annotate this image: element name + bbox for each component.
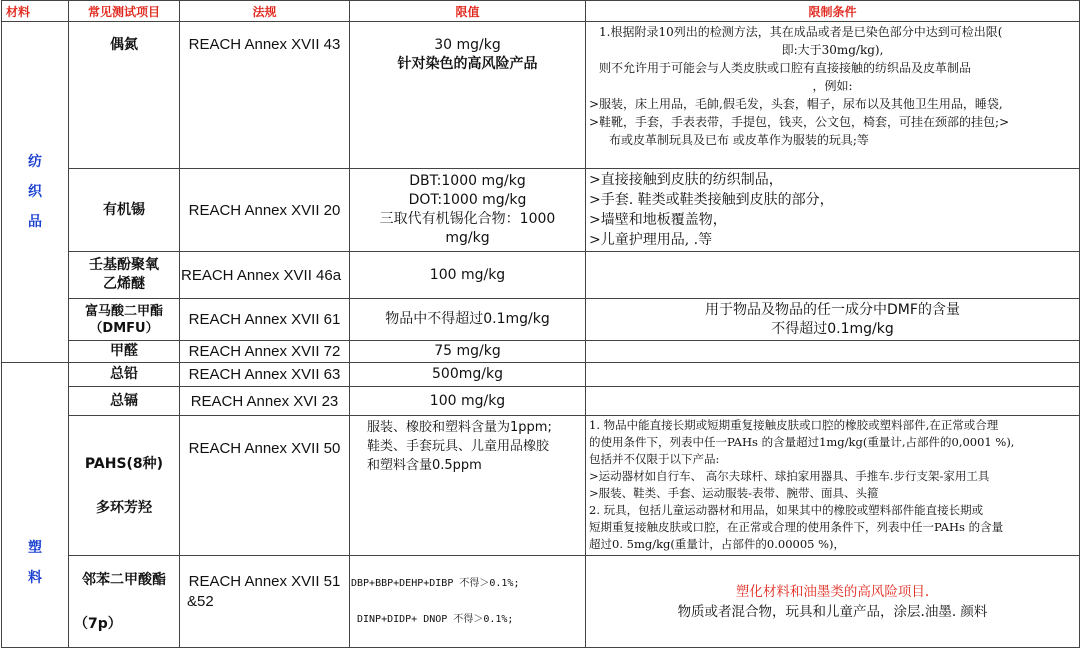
- regulation-lead: REACH Annex XVII 63: [180, 363, 350, 387]
- regulation-pahs: REACH Annex XVII 50: [180, 416, 350, 556]
- table-row-lead: [2, 363, 1080, 387]
- table-row-phthalates: [2, 556, 1080, 648]
- regulation-table: [1, 0, 1080, 648]
- limit-formaldehyde: 75 mg/kg: [350, 341, 586, 363]
- table-row-npeo: [2, 252, 1080, 299]
- header-row: [2, 1, 1080, 22]
- table-row-formaldehyde: [2, 341, 1080, 363]
- item-npeo: 壬基酚聚氧 乙烯醚: [69, 252, 180, 299]
- header-condition: 限制条件: [586, 1, 1080, 22]
- header-material: 材料: [2, 1, 69, 22]
- condition-pahs: 1. 物品中能直接长期或短期重复接触皮肤或口腔的橡胶或塑料部件,在正常或合理 的使用条件下，列表中任一PAHs 的含量超过1mg/kg(重量计,占部件的0,0001 %), 包括并不仅限于以下产品: >运动器材如自行车、 高尔夫球杆、球拍家用器具、手推车.步行支架-家用工具 >服装、鞋类、手套、运动服装-表带、腕带、面具、头箍 2. 玩具，包括儿童运动器材和用品，如果其中的橡胶或塑料部件能直接长期或 短期重复接触皮肤或口腔，在正常或合理的使用条件下，列表中任一PAHs 的含量 超过0. 5mg/kg(重量计，占部件的0.00005 %)，: [586, 416, 1080, 556]
- item-azo: 偶氮: [69, 22, 180, 169]
- regulation-phthalates: REACH Annex XVII 51 &52: [180, 556, 350, 648]
- regulation-npeo: REACH Annex XVII 46a: [180, 252, 350, 299]
- condition-dmfu: 用于物品及物品的任一成分中DMF的含量 不得超过0.1mg/kg: [586, 299, 1080, 341]
- table-row-dmfu: [2, 299, 1080, 341]
- limit-phthalates: DBP+BBP+DEHP+DIBP 不得＞0.1%; DINP+DIDP+ DNOP 不得＞0.1%;: [350, 556, 586, 648]
- item-phthalates: 邻苯二甲酸酯 （7p）: [69, 556, 180, 648]
- regulation-formaldehyde: REACH Annex XVII 72: [180, 341, 350, 363]
- limit-azo: 30 mg/kg 针对染色的高风险产品: [350, 22, 586, 169]
- table-row-azo: [2, 22, 1080, 169]
- regulation-dmfu: REACH Annex XVII 61: [180, 299, 350, 341]
- item-dmfu: 富马酸二甲酯 （DMFU）: [69, 299, 180, 341]
- item-formaldehyde: 甲醛: [69, 341, 180, 363]
- table-row-pahs: [2, 416, 1080, 556]
- limit-cadmium: 100 mg/kg: [350, 387, 586, 416]
- header-item: 常见测试项目: [69, 1, 180, 22]
- condition-phthalates: 塑化材料和油墨类的高风险项目. 物质或者混合物，玩具和儿童产品，涂层.油墨. 颜料: [586, 556, 1080, 648]
- condition-organotin: >直接接触到皮肤的纺织制品， >手套. 鞋类或鞋类接触到皮肤的部分， >墙壁和地板覆盖物， >儿童护理用品, .等: [586, 169, 1080, 252]
- item-pahs: PAHS(8种) 多环芳羟: [69, 416, 180, 556]
- material-textiles: 纺 织 品: [2, 22, 69, 363]
- limit-npeo: 100 mg/kg: [350, 252, 586, 299]
- table-row-organotin: [2, 169, 1080, 252]
- regulation-organotin: REACH Annex XVII 20: [180, 169, 350, 252]
- regulation-azo: REACH Annex XVII 43: [180, 22, 350, 169]
- limit-dmfu: 物品中不得超过0.1mg/kg: [350, 299, 586, 341]
- header-limit: 限值: [350, 1, 586, 22]
- condition-npeo: [586, 252, 1080, 299]
- condition-formaldehyde: [586, 341, 1080, 363]
- item-organotin: 有机锡: [69, 169, 180, 252]
- limit-lead: 500mg/kg: [350, 363, 586, 387]
- regulation-cadmium: REACH Annex XVI 23: [180, 387, 350, 416]
- condition-cadmium: [586, 387, 1080, 416]
- limit-pahs: 服装、橡胶和塑料含量为1ppm; 鞋类、手套玩具、儿童用品橡胶 和塑料含量0.5ppm: [350, 416, 586, 556]
- material-plastics: 塑 料: [2, 363, 69, 648]
- condition-azo: 1.根据附录10列出的检测方法，其在成品或者是已染色部分中达到可检出限( 即:大于30mg/kg), 则不允许用于可能会与人类皮肤或口腔有直接接触的纺织品及皮革制品 ，例如: >服装，床上用品，毛帥,假毛发，头套，帽子，尿布以及其他卫生用品，睡袋, >鞋靴，手套，手表表带，手提包，钱夹，公文包，椅套，可挂在颈部的挂包;> 布或皮革制玩具及已布 或皮革作为服装的玩具;等: [586, 22, 1080, 169]
- limit-organotin: DBT:1000 mg/kg DOT:1000 mg/kg 三取代有机锡化合物：1000 mg/kg: [350, 169, 586, 252]
- item-lead: 总铅: [69, 363, 180, 387]
- header-regulation: 法规: [180, 1, 350, 22]
- condition-lead: [586, 363, 1080, 387]
- item-cadmium: 总镉: [69, 387, 180, 416]
- table-row-cadmium: [2, 387, 1080, 416]
